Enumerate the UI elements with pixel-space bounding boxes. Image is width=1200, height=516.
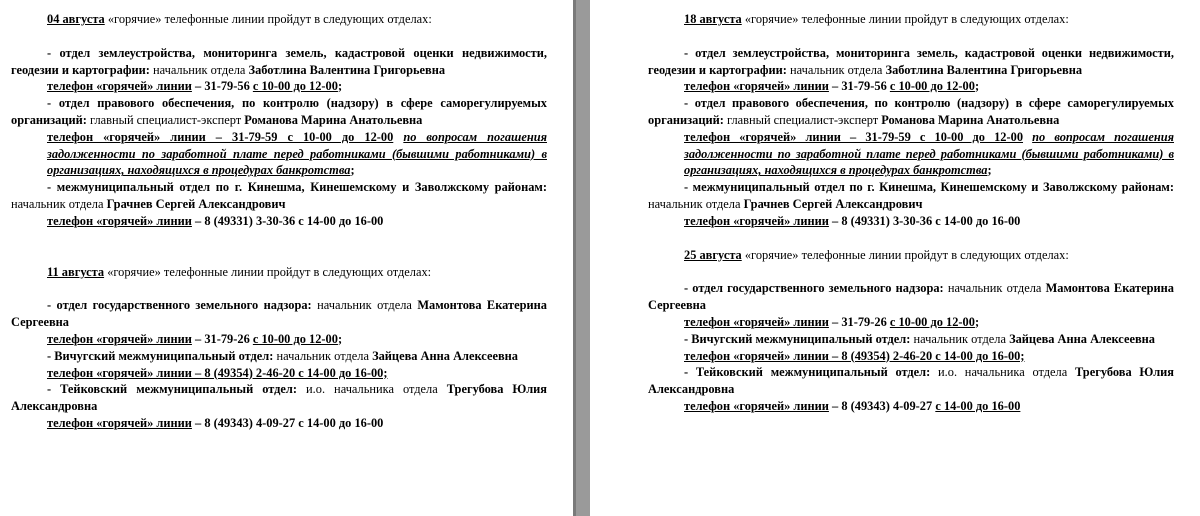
hotline-phone: [11, 365, 547, 382]
section-date: 11 августа: [47, 264, 105, 279]
phone-end: ;: [337, 331, 343, 346]
department-name: - отдел правового обеспечения, по контролю (надзору) в сфере саморегулируемых организаций:: [11, 96, 547, 127]
person-name: Романова Марина Анатольевна: [244, 112, 423, 127]
person-position: начальник отдела: [11, 196, 104, 211]
person-name: Заботлина Валентина Григорьевна: [885, 62, 1083, 77]
phone-label: телефон «горячей» линии – 31-79-59 с 10-00 до 12-00: [684, 129, 1024, 144]
section-intro: «горячие» телефонные линии пройдут в следующих отделах:: [744, 12, 1069, 26]
person-name: Трегубова Юлия Александровна: [648, 365, 1175, 397]
phone-label: телефон «горячей» линии: [47, 331, 192, 346]
department-name: - отдел правового обеспечения, по контролю (надзору) в сфере саморегулируемых организаций:: [648, 96, 1174, 127]
section-header: [648, 11, 1174, 28]
person-position: начальник отдела: [276, 348, 369, 363]
hotline-phone: [11, 331, 547, 348]
hotline-phone: [11, 129, 547, 179]
phone-label: телефон «горячей» линии – 8 (49354) 2-46-20 с 14-00 до 16-00;: [47, 365, 388, 380]
department-entry: [648, 331, 1174, 348]
department-entry: [648, 364, 1174, 398]
phone-label: телефон «горячей» линии: [47, 213, 192, 228]
hotline-phone: [11, 415, 547, 432]
person-name: Мамонтова Екатерина Сергеевна: [11, 298, 547, 330]
phone-time: с 14-00 до 16-00: [935, 398, 1021, 413]
department-entry: [11, 179, 547, 213]
hotline-phone: [648, 348, 1174, 365]
phone-number: – 8 (49343) 4-09-27: [832, 398, 933, 413]
department-name: - отдел землеустройства, мониторинга земель, кадастровой оценки недвижимости, геодезии и картографии:: [648, 45, 1174, 77]
department-entry: [648, 179, 1174, 213]
phone-end: ;: [987, 163, 992, 178]
department-name: - отдел государственного земельного надзора:: [684, 281, 944, 296]
section-header: [11, 264, 547, 281]
department-name: - Тейковский межмуниципальный отдел:: [47, 382, 298, 397]
department-entry: [11, 95, 547, 129]
phone-label: телефон «горячей» линии: [47, 79, 192, 94]
section-intro: «горячие» телефонные линии пройдут в следующих отделах:: [107, 12, 432, 26]
hotline-phone: [11, 78, 547, 95]
phone-number: – 31-79-56: [195, 79, 250, 94]
section-header: [648, 247, 1174, 264]
person-name: Трегубова Юлия Александровна: [11, 382, 548, 414]
department-entry: [11, 297, 547, 331]
department-name: - межмуниципальный отдел по г. Кинешма, Кинешемскому и Заволжскому районам:: [684, 180, 1174, 195]
section-date: 25 августа: [684, 247, 742, 262]
hotline-phone: [648, 398, 1174, 415]
person-name: Романова Марина Анатольевна: [881, 112, 1060, 127]
phone-label: телефон «горячей» линии – 8 (49354) 2-46-20 с 14-00 до 16-00;: [684, 348, 1025, 363]
person-name: Заботлина Валентина Григорьевна: [248, 62, 446, 77]
right-page: [590, 0, 1200, 516]
phone-number: – 31-79-26: [195, 331, 250, 346]
person-name: Грачнев Сергей Александрович: [743, 196, 923, 211]
department-name: - Тейковский межмуниципальный отдел:: [684, 365, 931, 380]
phone-note: по вопросам погашения задолженности по заработной плате перед работниками (бывшими работниками) в организациях, находящихся в процедурах банкротства: [47, 129, 547, 178]
person-position: начальник отдела: [152, 62, 246, 77]
phone-time: с 10-00 до 12-00: [889, 79, 975, 94]
hotline-phone: [11, 213, 547, 230]
department-name: - отдел землеустройства, мониторинга земель, кадастровой оценки недвижимости, геодезии и картографии:: [11, 45, 547, 77]
department-name: - межмуниципальный отдел по г. Кинешма, Кинешемскому и Заволжскому районам:: [47, 180, 547, 195]
phone-label: телефон «горячей» линии: [684, 79, 829, 94]
page-gutter: [573, 0, 590, 516]
department-entry: [648, 280, 1174, 314]
hotline-phone: [648, 314, 1174, 331]
department-entry: [11, 381, 547, 415]
left-page: [0, 0, 573, 516]
section-intro: «горячие» телефонные линии пройдут в следующих отделах:: [744, 247, 1069, 262]
phone-label: телефон «горячей» линии: [47, 415, 192, 430]
department-entry: [11, 45, 547, 79]
department-name: - Вичугский межмуниципальный отдел:: [47, 348, 274, 363]
phone-number: – 31-79-56: [832, 79, 887, 94]
right-column: [648, 11, 1174, 415]
person-position: и.о. начальника отдела: [938, 365, 1068, 380]
phone-label: телефон «горячей» линии: [684, 213, 829, 228]
person-name: Зайцева Анна Алексеевна: [372, 348, 518, 363]
section-date: 04 августа: [47, 12, 105, 26]
department-entry: [11, 348, 547, 365]
hotline-phone: [648, 213, 1174, 230]
phone-end: ;: [337, 79, 343, 94]
phone-note: по вопросам погашения задолженности по заработной плате перед работниками (бывшими работниками) в организациях, находящихся в процедурах банкротства: [684, 129, 1174, 178]
person-position: начальник отдела: [317, 298, 412, 313]
hotline-phone: [648, 78, 1174, 95]
phone-number: – 8 (49331) 3-30-36 с 14-00 до 16-00: [832, 213, 1021, 228]
department-entry: [648, 95, 1174, 129]
phone-end: ;: [974, 314, 980, 329]
section-intro: «горячие» телефонные линии пройдут в следующих отделах:: [107, 264, 432, 279]
section-header: [11, 11, 547, 28]
phone-label: телефон «горячей» линии – 31-79-59 с 10-00 до 12-00: [47, 129, 394, 144]
left-column: [11, 11, 547, 432]
person-name: Грачнев Сергей Александрович: [106, 196, 286, 211]
person-position: начальник отдела: [913, 331, 1006, 346]
person-position: начальник отдела: [648, 196, 741, 211]
phone-time: с 10-00 до 12-00: [889, 314, 975, 329]
person-position: главный специалист-эксперт: [727, 112, 879, 127]
phone-end: ;: [974, 79, 980, 94]
person-name: Зайцева Анна Алексеевна: [1009, 331, 1155, 346]
section-date: 18 августа: [684, 12, 742, 26]
person-position: начальник отдела: [789, 62, 883, 77]
phone-time: с 10-00 до 12-00: [252, 331, 338, 346]
person-position: начальник отдела: [947, 281, 1042, 296]
phone-number: – 8 (49343) 4-09-27 с 14-00 до 16-00: [195, 415, 384, 430]
department-name: - Вичугский межмуниципальный отдел:: [684, 331, 911, 346]
phone-time: с 10-00 до 12-00: [252, 79, 338, 94]
department-name: - отдел государственного земельного надзора:: [47, 298, 312, 313]
person-position: главный специалист-эксперт: [90, 112, 242, 127]
phone-label: телефон «горячей» линии: [684, 398, 829, 413]
hotline-phone: [648, 129, 1174, 179]
department-entry: [648, 45, 1174, 79]
phone-end: ;: [350, 163, 355, 178]
phone-number: – 8 (49331) 3-30-36 с 14-00 до 16-00: [195, 213, 384, 228]
person-name: Мамонтова Екатерина Сергеевна: [648, 281, 1174, 313]
person-position: и.о. начальника отдела: [306, 382, 438, 397]
phone-label: телефон «горячей» линии: [684, 314, 829, 329]
phone-number: – 31-79-26: [832, 314, 887, 329]
